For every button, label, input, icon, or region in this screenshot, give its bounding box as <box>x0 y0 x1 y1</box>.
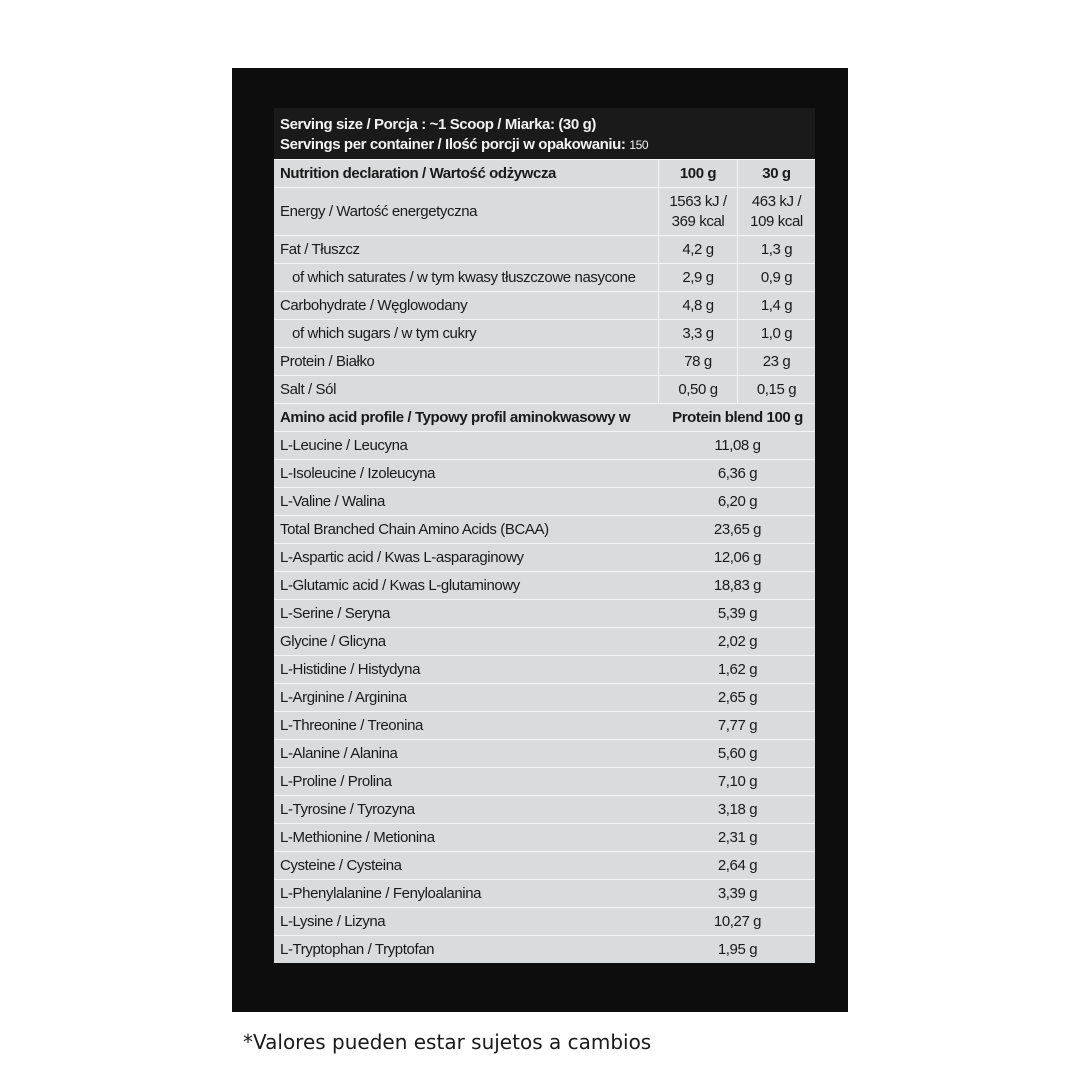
nutrition-heading-row <box>274 159 815 187</box>
amino-value: 2,65 g <box>717 689 758 706</box>
nutrition-row <box>274 347 815 375</box>
protein-blend-heading: Protein blend 100 g <box>672 409 803 426</box>
nutrient-30: 1,3 g <box>737 236 815 263</box>
amino-label: L-Histidine / Histydyna <box>280 661 421 678</box>
serving-header <box>274 108 815 159</box>
nutrition-row <box>274 375 815 403</box>
nutrient-label: Carbohydrate / Węglowodany <box>280 297 468 314</box>
amino-label: L-Glutamic acid / Kwas L-glutaminowy <box>280 577 520 594</box>
servings-value: 150 <box>629 138 649 152</box>
nutrient-30: 0,15 g <box>737 376 815 403</box>
nutrient-30: 1,4 g <box>737 292 815 319</box>
nutrition-row <box>274 235 815 263</box>
amino-value: 2,02 g <box>717 633 758 650</box>
amino-row <box>274 683 815 711</box>
amino-label: L-Aspartic acid / Kwas L-asparaginowy <box>280 549 524 566</box>
amino-row <box>274 487 815 515</box>
amino-label: Glycine / Glicyna <box>280 633 386 650</box>
nutrition-row <box>274 291 815 319</box>
amino-label: L-Leucine / Leucyna <box>280 437 408 454</box>
amino-row <box>274 627 815 655</box>
amino-label: L-Isoleucine / Izoleucyna <box>280 465 436 482</box>
amino-row <box>274 879 815 907</box>
nutrition-row <box>274 319 815 347</box>
amino-value: 2,31 g <box>717 829 758 846</box>
footnote: *Valores pueden estar sujetos a cambios <box>243 1030 652 1054</box>
nutrient-30: 23 g <box>737 348 815 375</box>
amino-label: Total Branched Chain Amino Acids (BCAA) <box>280 521 549 538</box>
nutrient-label: of which sugars / w tym cukry <box>292 325 477 342</box>
energy-label: Energy / Wartość energetyczna <box>280 203 478 220</box>
nutrient-label: Salt / Sól <box>280 381 337 398</box>
amino-value: 12,06 g <box>713 549 762 566</box>
amino-label: L-Methionine / Metionina <box>280 829 435 846</box>
amino-value: 18,83 g <box>713 577 762 594</box>
amino-value: 6,20 g <box>717 493 758 510</box>
amino-label: L-Valine / Walina <box>280 493 385 510</box>
nutrient-label: of which saturates / w tym kwasy tłuszczowe nasycone <box>292 269 636 286</box>
amino-value: 1,62 g <box>717 661 758 678</box>
amino-label: Cysteine / Cysteina <box>280 857 402 874</box>
amino-label: L-Arginine / Arginina <box>280 689 407 706</box>
nutrient-100: 4,8 g <box>658 292 737 319</box>
amino-rows <box>274 431 815 963</box>
energy-100-kj: 1563 kJ / <box>669 192 727 210</box>
amino-label: L-Proline / Prolina <box>280 773 392 790</box>
amino-row <box>274 655 815 683</box>
servings-label: Servings per container / Ilość porcji w opakowaniu: <box>280 136 626 153</box>
amino-value: 3,18 g <box>717 801 758 818</box>
amino-row <box>274 599 815 627</box>
energy-30-kcal: 109 kcal <box>750 212 803 230</box>
serving-size: Serving size / Porcja : ~1 Scoop / Miarka: (30 g) <box>280 116 596 133</box>
col-30-heading: 30 g <box>737 160 815 187</box>
amino-value: 3,39 g <box>717 885 758 902</box>
amino-row <box>274 515 815 543</box>
amino-value: 11,08 g <box>714 437 761 454</box>
nutrient-100: 78 g <box>658 348 737 375</box>
amino-row <box>274 851 815 879</box>
amino-label: L-Lysine / Lizyna <box>280 913 386 930</box>
energy-30 <box>737 188 815 235</box>
amino-label: L-Serine / Seryna <box>280 605 390 622</box>
energy-30-kj: 463 kJ / <box>751 192 802 210</box>
energy-100-kcal: 369 kcal <box>671 212 725 230</box>
amino-row <box>274 571 815 599</box>
amino-label: L-Tyrosine / Tyrozyna <box>280 801 415 818</box>
amino-value: 7,10 g <box>717 773 758 790</box>
amino-label: L-Phenylalanine / Fenyloalanina <box>280 885 482 902</box>
amino-value: 1,95 g <box>717 941 758 958</box>
amino-value: 5,60 g <box>717 745 758 762</box>
amino-value: 7,77 g <box>717 717 758 734</box>
energy-100 <box>658 188 737 235</box>
nutrition-row <box>274 263 815 291</box>
nutrient-100: 3,3 g <box>658 320 737 347</box>
amino-heading: Amino acid profile / Typowy profil aminokwasowy w <box>280 409 631 426</box>
nutrient-100: 0,50 g <box>658 376 737 403</box>
energy-row <box>274 187 815 235</box>
amino-heading-row <box>274 403 815 431</box>
nutrition-heading: Nutrition declaration / Wartość odżywcza <box>280 165 556 182</box>
amino-value: 23,65 g <box>713 521 762 538</box>
nutrient-30: 0,9 g <box>737 264 815 291</box>
nutrition-label <box>274 108 815 963</box>
amino-row <box>274 795 815 823</box>
nutrient-label: Protein / Białko <box>280 353 375 370</box>
amino-value: 10,27 g <box>713 913 762 930</box>
nutrient-30: 1,0 g <box>737 320 815 347</box>
col-100-heading: 100 g <box>658 160 737 187</box>
amino-row <box>274 543 815 571</box>
amino-label: L-Alanine / Alanina <box>280 745 398 762</box>
amino-value: 5,39 g <box>717 605 758 622</box>
amino-value: 2,64 g <box>717 857 758 874</box>
amino-label: L-Tryptophan / Tryptofan <box>280 941 435 958</box>
amino-row <box>274 459 815 487</box>
amino-row <box>274 935 815 963</box>
nutrient-100: 2,9 g <box>658 264 737 291</box>
servings-per-container <box>280 135 809 155</box>
amino-value: 6,36 g <box>717 465 758 482</box>
amino-row <box>274 907 815 935</box>
nutrient-label: Fat / Tłuszcz <box>280 241 360 258</box>
amino-row <box>274 823 815 851</box>
amino-row <box>274 431 815 459</box>
amino-row <box>274 711 815 739</box>
nutrient-100: 4,2 g <box>658 236 737 263</box>
amino-row <box>274 739 815 767</box>
amino-label: L-Threonine / Treonina <box>280 717 423 734</box>
amino-row <box>274 767 815 795</box>
